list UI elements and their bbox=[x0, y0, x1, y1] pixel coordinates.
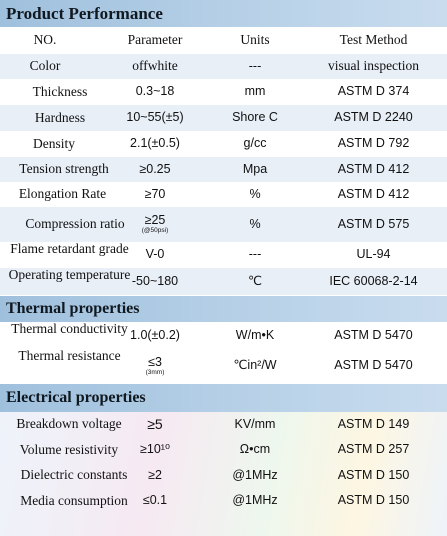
table-row bbox=[0, 463, 447, 488]
property-value: ≥25 bbox=[144, 213, 166, 228]
section-title-text: Thermal properties bbox=[6, 300, 140, 317]
property-unit: --- bbox=[248, 58, 262, 73]
property-name: Thickness bbox=[32, 83, 88, 99]
table-row bbox=[0, 412, 447, 437]
property-name: Breakdown voltage bbox=[16, 416, 122, 432]
table-row bbox=[0, 322, 447, 349]
property-name: Density bbox=[33, 135, 75, 151]
property-method: ASTM D 412 bbox=[337, 186, 410, 201]
property-unit: mm bbox=[244, 84, 266, 99]
property-value: ≥2 bbox=[148, 467, 162, 482]
column-header-no: NO. bbox=[33, 32, 57, 48]
table-row bbox=[0, 268, 447, 295]
property-value: V-0 bbox=[145, 247, 165, 262]
property-unit: KV/mm bbox=[234, 416, 276, 431]
property-value: ≥10¹⁰ bbox=[140, 442, 170, 457]
table-row bbox=[0, 131, 447, 157]
table-row bbox=[0, 79, 447, 105]
property-method: ASTM D 5470 bbox=[334, 327, 413, 342]
property-method: ASTM D 2240 bbox=[334, 110, 413, 125]
column-header-parameter: Parameter bbox=[127, 32, 183, 48]
property-method: ASTM D 257 bbox=[337, 442, 410, 457]
property-method: UL-94 bbox=[356, 247, 391, 262]
property-value: 2.1(±0.5) bbox=[130, 136, 180, 151]
property-method: ASTM D 374 bbox=[337, 84, 410, 99]
property-method: ASTM D 792 bbox=[337, 136, 410, 151]
table-row bbox=[0, 105, 447, 131]
section-title-text: Product Performance bbox=[6, 3, 163, 23]
property-unit: --- bbox=[248, 247, 262, 262]
table-row bbox=[0, 488, 447, 514]
property-unit: % bbox=[249, 186, 261, 201]
property-method: ASTM D 150 bbox=[337, 493, 410, 508]
property-name: Color bbox=[29, 58, 61, 74]
property-name: Thermal resistance bbox=[18, 348, 121, 363]
property-unit: Mpa bbox=[242, 161, 268, 176]
column-header-row bbox=[0, 27, 447, 54]
table-row bbox=[0, 349, 447, 383]
property-unit: @1MHz bbox=[232, 493, 278, 508]
property-method: ASTM D 412 bbox=[337, 161, 410, 176]
column-header-units: Units bbox=[240, 32, 270, 48]
column-header-method: Test Method bbox=[339, 32, 408, 48]
property-unit: g/cc bbox=[243, 136, 267, 151]
property-unit: Ω•cm bbox=[239, 442, 271, 457]
property-name: Operating temperature bbox=[8, 267, 131, 282]
property-name: Volume resistivity bbox=[19, 441, 119, 457]
table-row bbox=[0, 207, 447, 242]
property-unit: @1MHz bbox=[232, 467, 278, 482]
table-row bbox=[0, 182, 447, 207]
property-note: (3mm) bbox=[145, 368, 165, 376]
property-value: ≥70 bbox=[144, 186, 166, 201]
property-method: IEC 60068-2-14 bbox=[329, 273, 418, 288]
property-value: ≥0.25 bbox=[139, 161, 171, 176]
property-name: Hardness bbox=[34, 109, 86, 125]
property-value: ≥5 bbox=[147, 416, 163, 433]
section-title-performance bbox=[0, 0, 447, 27]
table-row bbox=[0, 54, 447, 79]
property-name: Media consumption bbox=[20, 492, 128, 508]
property-value: offwhite bbox=[132, 58, 178, 74]
property-note: (@50psi) bbox=[141, 227, 169, 235]
property-name: Dielectric constants bbox=[20, 467, 128, 483]
property-method: ASTM D 575 bbox=[337, 216, 410, 231]
property-name: Elongation Rate bbox=[18, 186, 107, 202]
property-method: visual inspection bbox=[327, 58, 420, 74]
property-name: Flame retardant grade bbox=[10, 241, 129, 256]
property-value-cell bbox=[100, 349, 210, 383]
property-value: -50~180 bbox=[131, 273, 179, 288]
property-unit: ℃ bbox=[247, 273, 263, 288]
property-unit: % bbox=[249, 216, 261, 231]
property-name: Tension strength bbox=[19, 161, 109, 177]
property-unit: W/m•K bbox=[235, 327, 275, 342]
table-row bbox=[0, 242, 447, 268]
property-unit: ℃in²/W bbox=[233, 358, 277, 373]
property-value-cell bbox=[100, 207, 210, 242]
table-row bbox=[0, 437, 447, 463]
property-name: Thermal conductivity bbox=[11, 321, 128, 336]
property-unit: Shore C bbox=[232, 110, 278, 125]
property-value: 10~55(±5) bbox=[126, 110, 184, 125]
property-method: ASTM D 149 bbox=[337, 416, 410, 431]
section-title-electrical bbox=[0, 384, 447, 412]
section-title-thermal bbox=[0, 296, 447, 322]
property-method: ASTM D 150 bbox=[337, 467, 410, 482]
property-value: ≤0.1 bbox=[142, 493, 168, 508]
property-value: ≤3 bbox=[148, 354, 162, 369]
property-value: 0.3~18 bbox=[135, 84, 175, 99]
property-value: 1.0(±0.2) bbox=[130, 327, 180, 342]
property-method: ASTM D 5470 bbox=[334, 358, 413, 373]
section-title-text: Electrical properties bbox=[6, 389, 146, 406]
property-name: Compression ratio bbox=[25, 216, 125, 232]
table-row bbox=[0, 157, 447, 182]
